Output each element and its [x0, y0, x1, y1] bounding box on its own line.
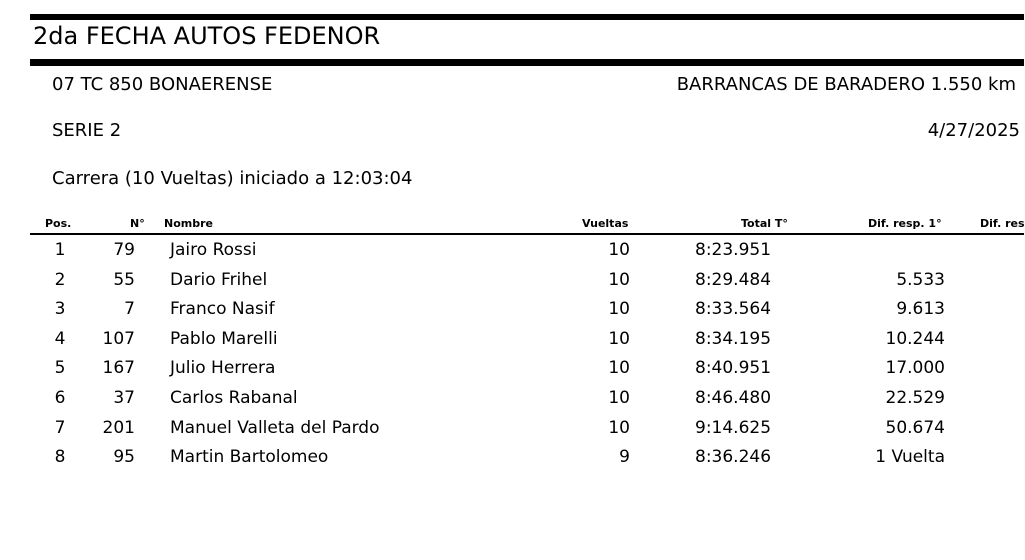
row-gap-to-first: 50.674	[885, 417, 945, 438]
table-row	[0, 414, 1024, 444]
col-header-num: N°	[130, 217, 145, 230]
row-laps: 10	[608, 269, 630, 290]
race-info: Carrera (10 Vueltas) iniciado a 12:03:04	[52, 168, 413, 189]
row-car-number: 79	[113, 240, 135, 260]
row-gap-to-first: 1 Vuelta	[875, 447, 945, 468]
row-total-time: 8:33.564	[695, 299, 772, 320]
row-car-number: 107	[102, 328, 135, 349]
row-position: 3	[54, 299, 66, 320]
row-driver-name: Manuel Valleta del Pardo	[170, 417, 380, 438]
circuit-label: BARRANCAS DE BARADERO 1.550 km	[676, 74, 1016, 95]
row-gap-to-first: 10.244	[885, 328, 945, 349]
row-driver-name: Dario Frihel	[170, 269, 268, 290]
title-rule	[30, 59, 1024, 66]
race-date: 4/27/2025	[927, 120, 1020, 141]
col-header-dif-first: Dif. resp. 1°	[868, 217, 942, 230]
row-laps: 10	[608, 417, 630, 438]
table-row	[0, 236, 1024, 266]
row-position: 7	[54, 417, 66, 438]
col-header-pos: Pos.	[45, 217, 72, 230]
row-gap-to-first: 22.529	[885, 388, 945, 408]
col-header-dif-prev: Dif. res	[980, 217, 1025, 230]
row-laps: 10	[608, 388, 630, 408]
row-car-number: 37	[113, 388, 135, 408]
row-driver-name: Franco Nasif	[170, 299, 275, 320]
row-total-time: 8:40.951	[695, 358, 772, 379]
row-car-number: 167	[102, 358, 135, 379]
table-row	[0, 384, 1024, 414]
row-gap-to-first: 17.000	[885, 358, 945, 379]
row-total-time: 8:46.480	[695, 388, 772, 408]
table-row	[0, 266, 1024, 296]
table-row	[0, 443, 1024, 473]
col-header-name: Nombre	[164, 217, 213, 230]
row-total-time: 8:23.951	[695, 240, 772, 260]
row-car-number: 201	[102, 417, 135, 438]
top-rule	[30, 14, 1024, 20]
row-driver-name: Jairo Rossi	[170, 240, 257, 260]
row-gap-to-first: 5.533	[896, 269, 945, 290]
col-header-laps: Vueltas	[582, 217, 629, 230]
series-label: SERIE 2	[52, 120, 122, 141]
row-driver-name: Julio Herrera	[170, 358, 276, 379]
row-position: 4	[54, 328, 66, 349]
row-total-time: 9:14.625	[695, 417, 772, 438]
category-label: 07 TC 850 BONAERENSE	[52, 74, 273, 95]
row-car-number: 55	[113, 269, 135, 290]
row-driver-name: Pablo Marelli	[170, 328, 278, 349]
row-laps: 9	[619, 447, 630, 468]
row-driver-name: Carlos Rabanal	[170, 388, 298, 408]
row-total-time: 8:29.484	[695, 269, 772, 290]
row-car-number: 95	[113, 447, 135, 468]
table-row	[0, 354, 1024, 384]
row-total-time: 8:34.195	[695, 328, 772, 349]
event-title: 2da FECHA AUTOS FEDENOR	[33, 22, 381, 50]
row-position: 1	[54, 240, 66, 260]
row-laps: 10	[608, 240, 630, 260]
table-row	[0, 295, 1024, 325]
row-position: 6	[54, 388, 66, 408]
row-laps: 10	[608, 358, 630, 379]
row-total-time: 8:36.246	[695, 447, 772, 468]
row-position: 5	[54, 358, 66, 379]
row-car-number: 7	[124, 299, 135, 320]
row-driver-name: Martin Bartolomeo	[170, 447, 329, 468]
table-row	[0, 325, 1024, 355]
header-rule	[30, 233, 1024, 235]
row-position: 8	[54, 447, 66, 468]
row-gap-to-first: 9.613	[896, 299, 945, 320]
row-laps: 10	[608, 328, 630, 349]
col-header-total: Total T°	[741, 217, 788, 230]
row-laps: 10	[608, 299, 630, 320]
row-position: 2	[54, 269, 66, 290]
